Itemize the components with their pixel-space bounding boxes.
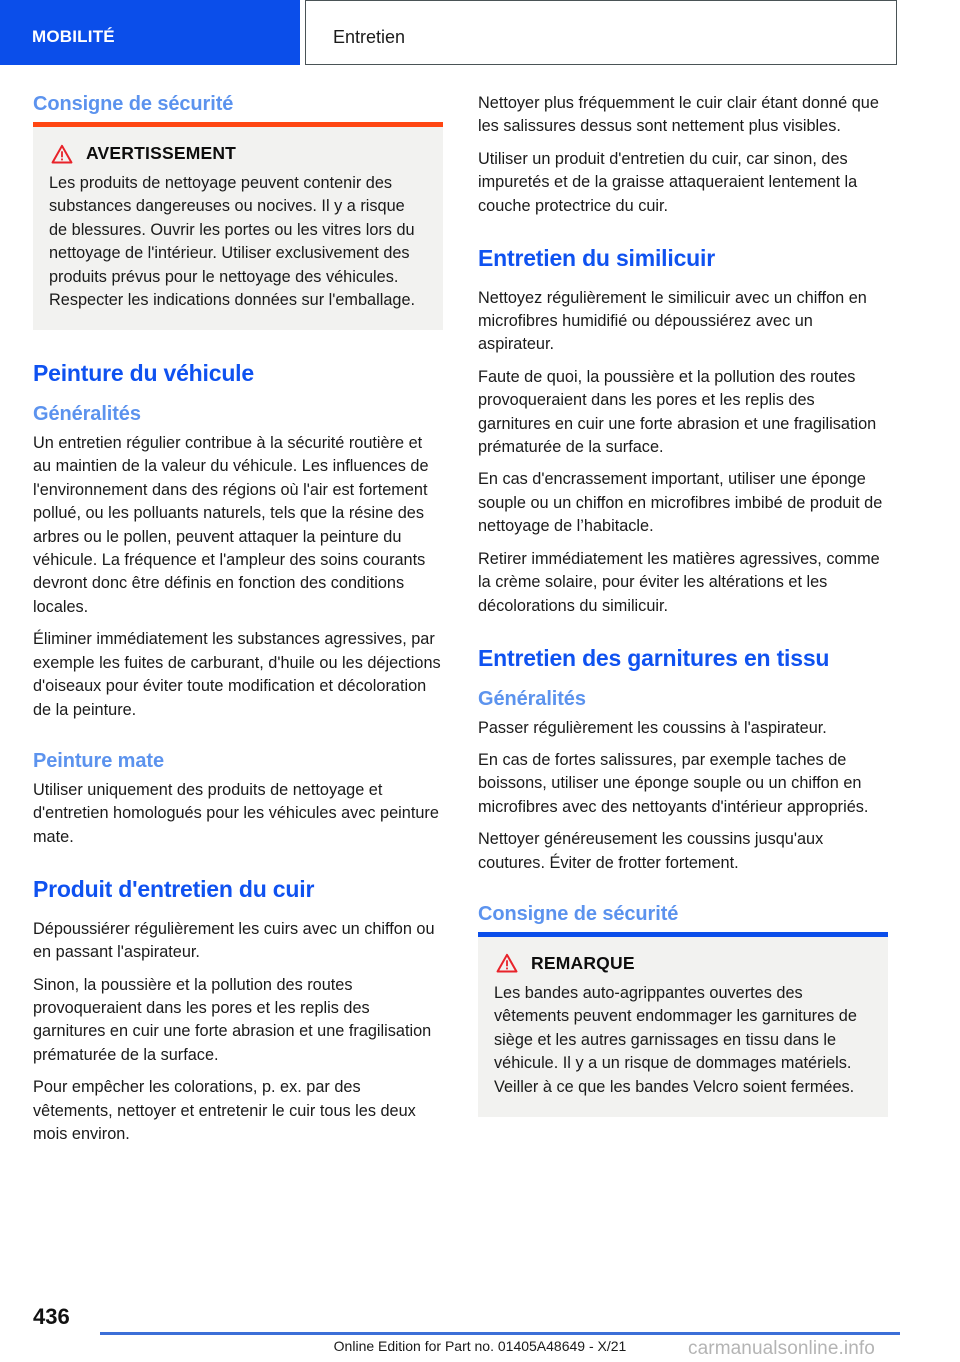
spacer	[478, 627, 888, 645]
paragraph-cuir-4: Nettoyer plus fréquemment le cuir clair étant donné que les salissures dessus sont nettement plus visibles.	[478, 94, 879, 136]
paragraph-cuir-1: Dépoussiérer régulièrement les cuirs avec un chiffon ou en passant l'aspirateur.	[33, 919, 435, 962]
paragraph-similicuir-1: Nettoyez régulièrement le similicuir avec un chiffon en microfibres humidifié ou dépoussiérez avec un aspirateur.	[478, 288, 867, 354]
paragraph-tissu-2: En cas de fortes salissures, par exemple taches de boissons, utiliser une éponge souple ou un chiffon en microfibres avec des nettoyants d'intérieur appropriés.	[478, 750, 869, 816]
page-number: 436	[33, 1304, 70, 1329]
paragraph-tissu-1: Passer régulièrement les coussins à l'aspirateur.	[478, 718, 827, 737]
spacer	[33, 336, 443, 360]
remark-notice-box	[478, 932, 888, 1117]
paragraph-cuir-2: Sinon, la poussière et la pollution des routes provoqueraient dans les pores et les replis des garnitures en cuir une forte abrasion et une fragilisation prématurée de la surface.	[33, 975, 432, 1064]
brand-tab-label: MOBILITÉ	[32, 27, 115, 46]
paragraph-generalites-1: Un entretien régulier contribue à la sécurité routière et au maintien de la valeur du véhicule. Les influences de l'environnement dans des régions où l'air est fortement pollué, ou les polluants naturels, tels que la résine des arbres ou le pollen, peuvent attaquer la peinture du véhicule. La fréquence et l'ampleur des soins courants devront donc être définis en fonction des conditions locales.	[33, 434, 429, 616]
heading-generalites-left: Généralités	[33, 403, 141, 426]
watermark: carmanualsonline.info	[688, 1338, 875, 1359]
spacer	[478, 884, 888, 902]
heading-peinture-du-vehicule: Peinture du véhicule	[33, 360, 254, 387]
remark-notice-text: Les bandes auto-agrippantes ouvertes des vêtements peuvent endommager les garnitures de siège et les autres garnissages en tissu dans le véhicule. Il y a un risque de dommages matériels. Veiller à ce que les bandes Velcro soient fermées.	[494, 983, 857, 1096]
heading-consigne-de-securite-left: Consigne de sécurité	[33, 93, 234, 115]
paragraph-similicuir-4: Retirer immédiatement les matières agressives, comme la crème solaire, pour éviter les altérations et les décolorations du similicuir.	[478, 549, 880, 615]
section-tab[interactable]	[305, 0, 897, 65]
heading-entretien-garnitures-tissu: Entretien des garnitures en tissu	[478, 644, 830, 671]
paragraph-similicuir-2: Faute de quoi, la poussière et la pollution des routes provoqueraient dans les pores et les replis des garnitures en cuir une forte abrasion et une fragilisation prématurée de la surface.	[478, 367, 877, 457]
spacer	[33, 731, 443, 749]
spacer	[33, 858, 443, 876]
paragraph-cuir-3: Pour empêcher les colorations, p. ex. par des vêtements, nettoyer et entretenir le cuir tous les deux mois environ.	[33, 1078, 416, 1143]
footer-divider	[100, 1332, 900, 1335]
remark-notice-header	[496, 953, 872, 974]
heading-produit-entretien-cuir: Produit d'entretien du cuir	[33, 876, 315, 903]
paragraph-cuir-5: Utiliser un produit d'entretien du cuir, car sinon, des impuretés et de la graisse attaqueraient lentement la couche protectrice du cuir.	[478, 149, 858, 215]
warning-notice-title: AVERTISSEMENT	[86, 143, 237, 163]
warning-triangle-icon	[51, 144, 73, 164]
paragraph-peinture-mate-1: Utiliser uniquement des produits de nettoyage et d'entretien homologués pour les véhicules avec peinture mate.	[33, 780, 439, 846]
warning-triangle-icon	[496, 953, 518, 973]
warning-notice-header	[51, 143, 427, 164]
heading-consigne-de-securite-right: Consigne de sécurité	[478, 902, 679, 925]
section-tab-label: Entretien	[333, 27, 406, 47]
remark-notice-title: REMARQUE	[531, 952, 635, 973]
paragraph-tissu-3: Nettoyer généreusement les coussins jusqu'aux coutures. Éviter de frotter fortement.	[478, 830, 824, 872]
heading-peinture-mate: Peinture mate	[33, 749, 164, 772]
page-header	[0, 0, 960, 66]
right-column	[478, 92, 888, 1123]
warning-notice-box	[33, 122, 443, 330]
paragraph-generalites-2: Éliminer immédiatement les substances agressives, par exemple les fuites de carburant, d'huile ou les déjections d'oiseaux pour éviter toute modification et décoloration de la peinture.	[33, 630, 441, 719]
brand-tab[interactable]	[0, 0, 300, 65]
heading-generalites-right: Généralités	[478, 687, 586, 710]
heading-entretien-similicuir: Entretien du similicuir	[478, 245, 715, 272]
footer-edition-note: Online Edition for Part no. 01405A48649 - X/21	[333, 1338, 627, 1354]
spacer	[478, 227, 888, 245]
warning-notice-text: Les produits de nettoyage peuvent contenir des substances dangereuses ou nocives. Il y a risque de blessures. Ouvrir les portes ou les vitres lors du nettoyage de l'intérieur. Utiliser exclusivement des produits prévus pour le nettoyage des véhicules. Respecter les indications données sur l'emballage.	[49, 174, 416, 310]
left-column	[33, 92, 443, 1146]
paragraph-similicuir-3: En cas d'encrassement important, utiliser une éponge souple ou un chiffon en microfibres imbibé de produit de nettoyage de l’habitacle.	[478, 470, 883, 536]
